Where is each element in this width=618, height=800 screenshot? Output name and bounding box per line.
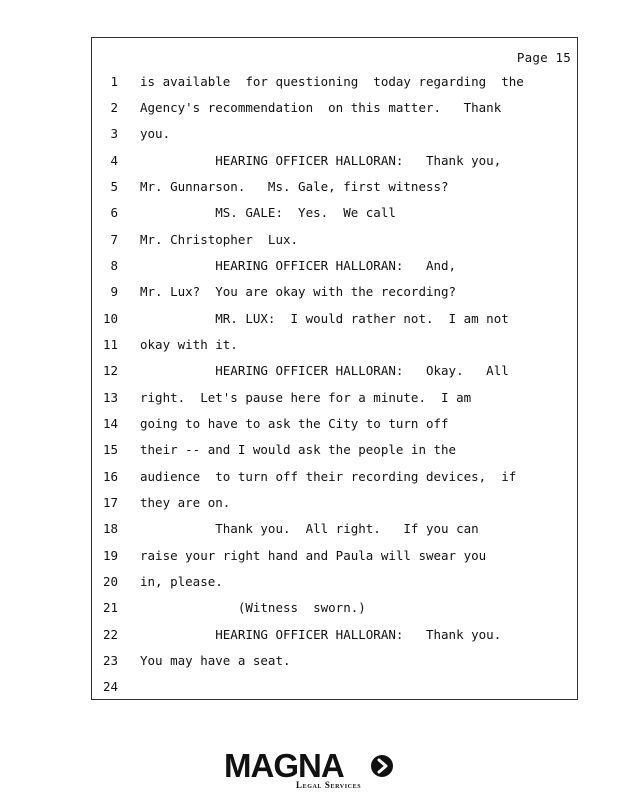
logo-wordmark: MAGNA: [224, 747, 344, 784]
line-text: MS. GALE: Yes. We call: [140, 205, 396, 220]
line-text: you.: [140, 126, 171, 141]
line-text: they are on.: [140, 495, 231, 510]
line-number: 14: [102, 416, 118, 431]
line-number: 5: [110, 179, 118, 194]
line-text: Mr. Christopher Lux.: [140, 232, 299, 247]
line-number: 17: [102, 495, 118, 510]
transcript-line: [92, 232, 572, 252]
logo-subtext: Legal Services: [296, 780, 362, 790]
line-text: okay with it.: [140, 337, 238, 352]
line-text: HEARING OFFICER HALLORAN: And,: [140, 258, 457, 273]
transcript-line: [92, 258, 572, 278]
line-number: 11: [102, 337, 118, 352]
line-text: Thank you. All right. If you can: [140, 521, 479, 536]
transcript-line: [92, 469, 572, 489]
line-text: You may have a seat.: [140, 653, 291, 668]
line-number: 3: [110, 126, 118, 141]
line-number: 7: [110, 232, 118, 247]
line-text: Agency's recommendation on this matter. Thank: [140, 100, 502, 115]
transcript-line: [92, 284, 572, 304]
transcript-line: [92, 205, 572, 225]
transcript-line: [92, 627, 572, 647]
line-number: 16: [102, 469, 118, 484]
line-number: 20: [102, 574, 118, 589]
page-number: Page 15: [516, 50, 571, 65]
line-text: raise your right hand and Paula will swear you: [140, 548, 487, 563]
line-text: going to have to ask the City to turn off: [140, 416, 449, 431]
transcript-line: [92, 600, 572, 620]
transcript-line: [92, 390, 572, 410]
line-text: HEARING OFFICER HALLORAN: Thank you,: [140, 153, 502, 168]
line-number: 10: [102, 311, 118, 326]
line-text: HEARING OFFICER HALLORAN: Okay. All: [140, 363, 509, 378]
line-number: 23: [102, 653, 118, 668]
transcript-line: [92, 100, 572, 120]
line-number: 13: [102, 390, 118, 405]
line-number: 2: [110, 100, 118, 115]
line-text: in, please.: [140, 574, 223, 589]
line-number: 8: [110, 258, 118, 273]
transcript-line: [92, 416, 572, 436]
line-text: Mr. Lux? You are okay with the recording?: [140, 284, 457, 299]
transcript-line: [92, 126, 572, 146]
transcript-line: [92, 153, 572, 173]
chevron-right-icon: [370, 754, 394, 778]
transcript-page: [91, 37, 578, 700]
line-text: their -- and I would ask the people in the: [140, 442, 457, 457]
line-text: (Witness sworn.): [140, 600, 366, 615]
transcript-line: [92, 495, 572, 515]
transcript-line: [92, 548, 572, 568]
line-number: 24: [102, 679, 118, 694]
line-text: right. Let's pause here for a minute. I am: [140, 390, 472, 405]
line-number: 6: [110, 205, 118, 220]
transcript-line: [92, 363, 572, 383]
line-text: audience to turn off their recording devices, if: [140, 469, 517, 484]
line-text: is available for questioning today regarding the: [140, 74, 524, 89]
line-number: 22: [102, 627, 118, 642]
line-number: 19: [102, 548, 118, 563]
line-number: 15: [102, 442, 118, 457]
transcript-line: [92, 653, 572, 673]
line-number: 21: [102, 600, 118, 615]
transcript-line: [92, 442, 572, 462]
transcript-line: [92, 311, 572, 331]
line-text: HEARING OFFICER HALLORAN: Thank you.: [140, 627, 502, 642]
transcript-line: [92, 74, 572, 94]
transcript-line: [92, 179, 572, 199]
line-text: MR. LUX: I would rather not. I am not: [140, 311, 509, 326]
line-number: 1: [110, 74, 118, 89]
line-number: 9: [110, 284, 118, 299]
magna-logo: [224, 748, 396, 792]
line-number: 12: [102, 363, 118, 378]
line-text: Mr. Gunnarson. Ms. Gale, first witness?: [140, 179, 449, 194]
line-number: 4: [110, 153, 118, 168]
transcript-line: [92, 337, 572, 357]
transcript-line: [92, 521, 572, 541]
transcript-line: [92, 574, 572, 594]
line-number: 18: [102, 521, 118, 536]
transcript-line: [92, 679, 572, 699]
